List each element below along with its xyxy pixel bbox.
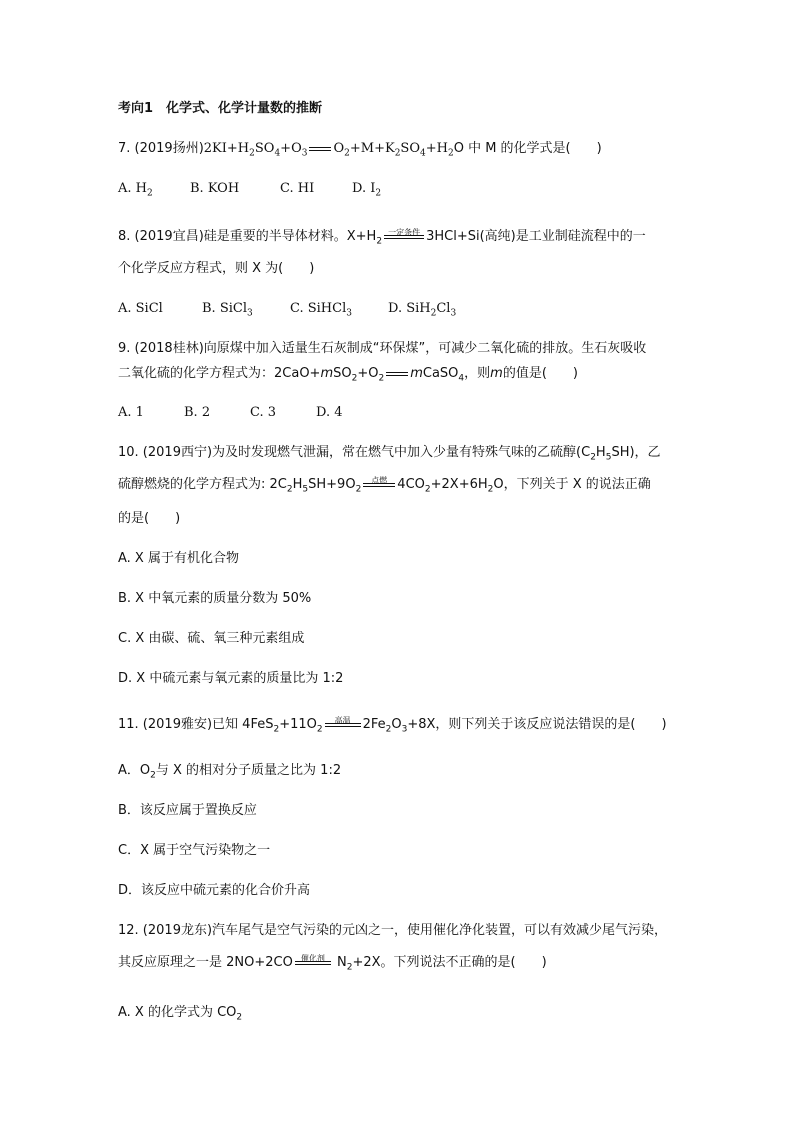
question-12-option-a: A. X 的化学式为 $CO_2$ [118,1005,243,1023]
question-7-options: A. $H_2$ B. KOH C. HI D. $I_2$ [118,181,382,199]
equation-arrow: 催化剂 [295,961,331,965]
question-10-line-3: 的是( ) [118,511,181,526]
question-9-options: A. 1 B. 2 C. 3 D. 4 [118,405,343,420]
equation-arrow [386,372,408,376]
question-9-line-2: 二氧化硫的化学方程式为：$2CaO+mSO_2+O_2$ mCaSO$_4$，则m的值是( ) [118,366,578,384]
equation-arrow: 点燃 [363,483,395,487]
question-11-option-c: C．X 属于空气污染物之一 [118,843,271,858]
question-8-line-2: 个化学反应方程式，则 X 为( ) [118,261,315,276]
question-11-option-b: B．该反应属于置换反应 [118,803,257,818]
question-7: 7. (2019扬州)$2KI+H_2SO_4+O_3$ $O_2+M+K_2SO_4+H_2O$ 中 M 的化学式是( ) [118,141,602,159]
question-11-option-a: A．$O_2$与 X 的相对分子质量之比为 1:2 [118,763,342,781]
question-10-option-c: C. X 由碳、硫、氧三种元素组成 [118,631,305,646]
equation-arrow: 高温 [325,723,361,727]
question-10-line-1: 10. (2019西宁)为及时发现燃气泄漏，常在燃气中加入少量有特殊气味的乙硫醇$(C_2H_5SH)$，乙 [118,445,661,463]
question-12-line-2: 其反应原理之一是 2NO+2CO 催化剂 $N_2+2X$。下列说法不正确的是( ) [118,953,547,973]
equation-arrow: 一定条件 [384,235,424,239]
question-9-line-1: 9. (2018桂林)向原煤中加入适量生石灰制成“环保煤”，可减少二氧化硫的排放。生石灰吸收 [118,341,647,356]
question-12-line-1: 12. (2019龙东)汽车尾气是空气污染的元凶之一，使用催化净化装置，可以有效减少尾气污染， [118,923,668,938]
question-10-line-2: 硫醇燃烧的化学方程式为: $2C_2H_5SH+9O_2$ 点燃 $4CO_2+2X+6H_2O$，下列关于 X 的说法正确 [118,475,651,495]
question-8-line-1: 8. (2019宜昌)硅是重要的半导体材料。$X+H_2$ 一定条件 3HCl+Si(高纯)是工业制硅流程中的一 [118,227,646,247]
equation-arrow [309,147,331,151]
question-11-option-d: D．该反应中硫元素的化合价升高 [118,883,311,898]
section-heading: 考向1 化学式、化学计量数的推断 [118,101,323,116]
question-10-option-a: A. X 属于有机化合物 [118,551,239,566]
question-10-option-d: D. X 中硫元素与氧元素的质量比为 1:2 [118,671,344,686]
question-11: 11. (2019雅安)已知 $4FeS_2+11O_2$ 高温 $2Fe_2O_3+8X$，则下列关于该反应说法错误的是( ) [118,715,667,735]
question-8-options: A. SiCl B. SiCl$_3$ C. SiHCl$_3$ D. $SiH_2Cl_3$ [118,301,457,319]
question-10-option-b: B. X 中氧元素的质量分数为 50% [118,591,312,606]
